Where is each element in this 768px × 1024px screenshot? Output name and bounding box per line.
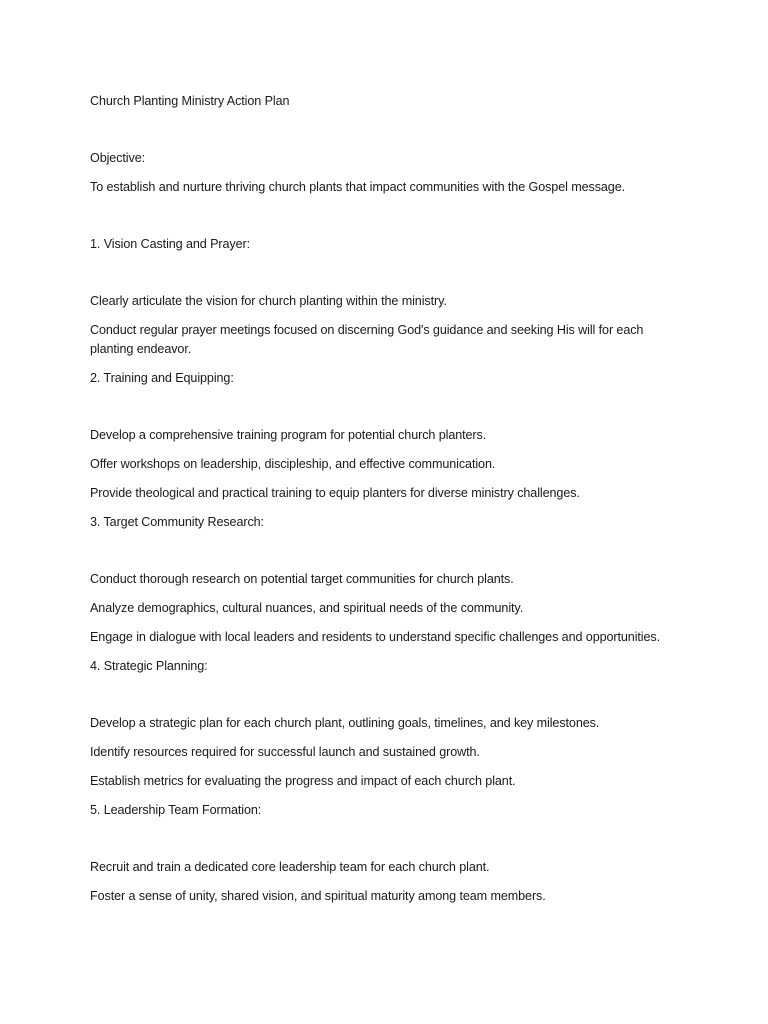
section-heading: 4. Strategic Planning: <box>90 659 208 673</box>
section-heading: 1. Vision Casting and Prayer: <box>90 237 250 251</box>
section-item: Conduct thorough research on potential target communities for church plants. <box>90 572 514 586</box>
section-item: Conduct regular prayer meetings focused on discerning God's guidance and seeking His will for each planting endeavor. <box>90 323 644 356</box>
section-heading: 3. Target Community Research: <box>90 515 264 529</box>
objective-text: To establish and nurture thriving church plants that impact communities with the Gospel message. <box>90 180 625 194</box>
section-item: Clearly articulate the vision for church planting within the ministry. <box>90 294 447 308</box>
section-item: Develop a strategic plan for each church plant, outlining goals, timelines, and key milestones. <box>90 716 600 730</box>
section-item: Engage in dialogue with local leaders and residents to understand specific challenges and opportunities. <box>90 630 660 644</box>
section-item: Provide theological and practical training to equip planters for diverse ministry challenges. <box>90 486 580 500</box>
section-heading: 5. Leadership Team Formation: <box>90 803 262 817</box>
objective-label: Objective: <box>90 151 145 165</box>
section-item: Foster a sense of unity, shared vision, and spiritual maturity among team members. <box>90 889 546 903</box>
section-item: Establish metrics for evaluating the progress and impact of each church plant. <box>90 774 516 788</box>
section-item: Analyze demographics, cultural nuances, and spiritual needs of the community. <box>90 601 524 615</box>
section-item: Recruit and train a dedicated core leadership team for each church plant. <box>90 860 490 874</box>
section-item: Identify resources required for successful launch and sustained growth. <box>90 745 480 759</box>
section-item: Offer workshops on leadership, discipleship, and effective communication. <box>90 457 496 471</box>
section-heading: 2. Training and Equipping: <box>90 371 234 385</box>
document-body <box>90 92 690 916</box>
section-item: Develop a comprehensive training program for potential church planters. <box>90 428 487 442</box>
document-title: Church Planting Ministry Action Plan <box>90 94 290 108</box>
